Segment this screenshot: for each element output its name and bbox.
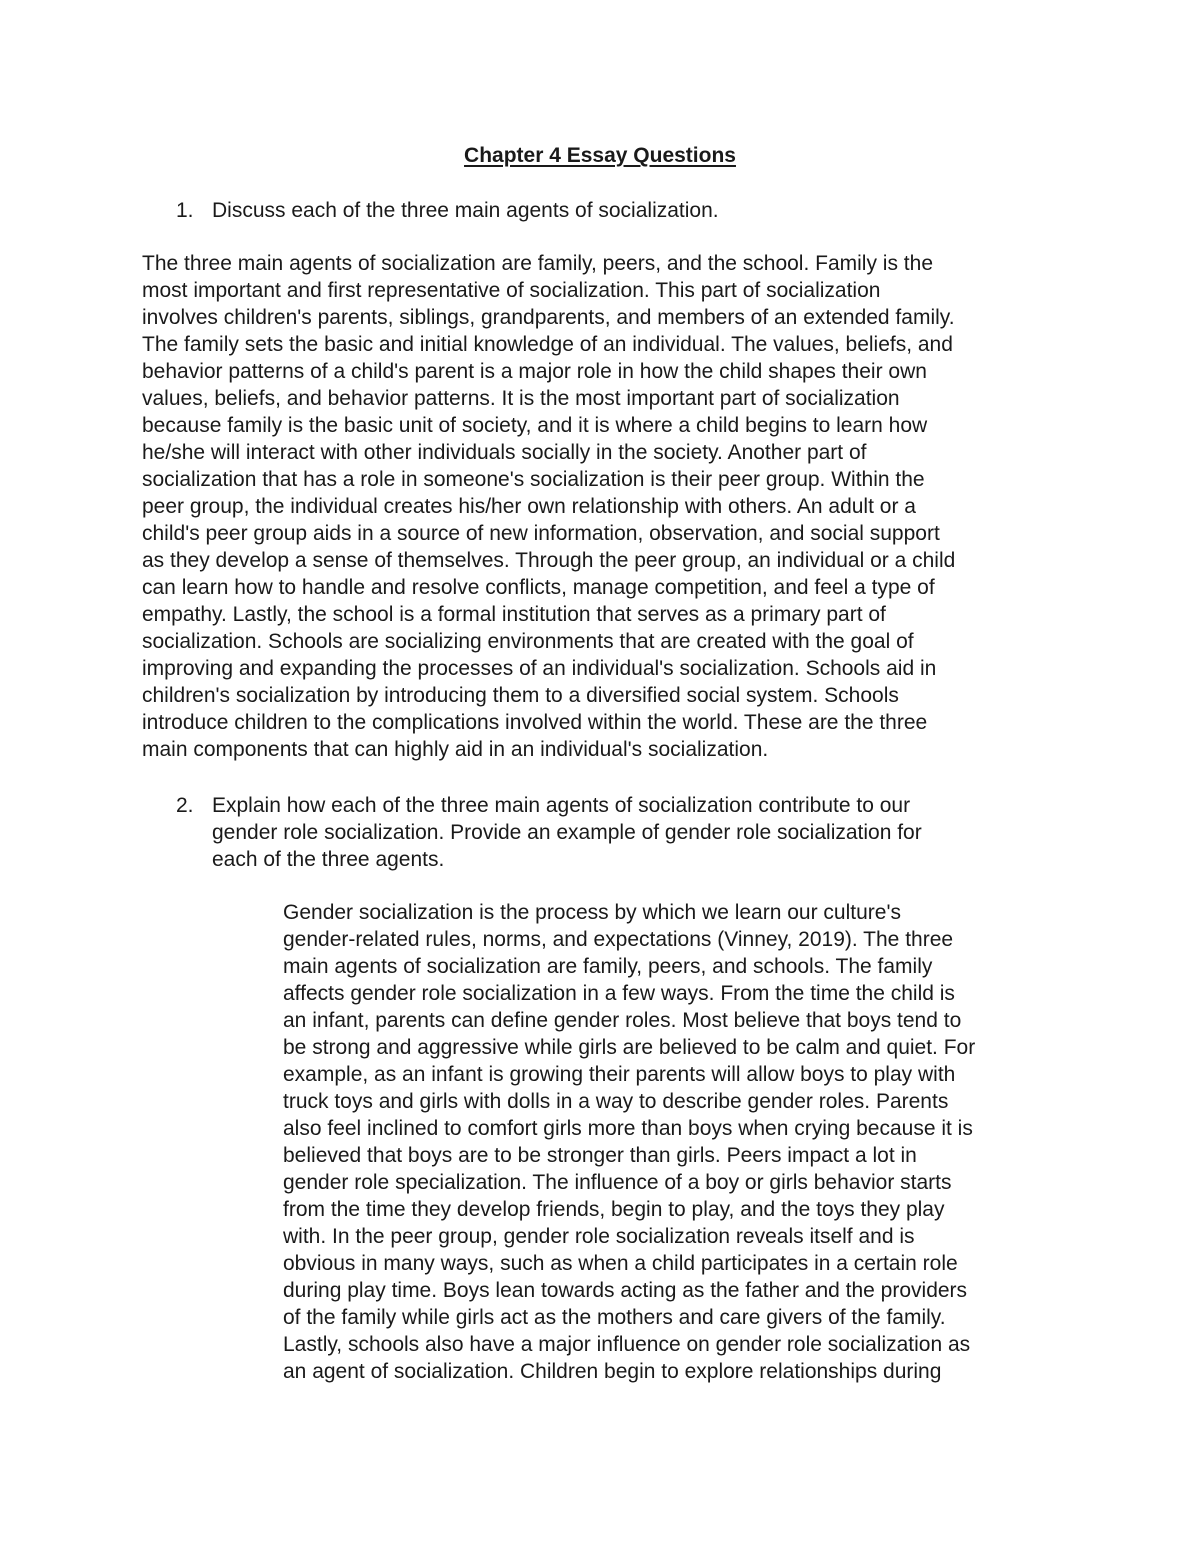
answer-1-line: introduce children to the complications involved within the world. These are the three — [142, 711, 928, 734]
question-1-number: 1. — [176, 199, 194, 222]
answer-1-line: peer group, the individual creates his/her own relationship with others. An adult or a — [142, 495, 916, 518]
answer-1-line: because family is the basic unit of society, and it is where a child begins to learn how — [142, 414, 928, 437]
answer-1-line: behavior patterns of a child's parent is a major role in how the child shapes their own — [142, 360, 927, 383]
answer-1-line: can learn how to handle and resolve conflicts, manage competition, and feel a type of — [142, 576, 935, 599]
answer-1-line: child's peer group aids in a source of new information, observation, and social support — [142, 522, 940, 545]
answer-2-line: Lastly, schools also have a major influence on gender role socialization as — [283, 1333, 971, 1356]
question-1-text: Discuss each of the three main agents of socialization. — [212, 199, 719, 222]
question-2-line: Explain how each of the three main agents of socialization contribute to our — [212, 794, 911, 817]
answer-2-paragraph — [283, 899, 1073, 1385]
answer-1-line: improving and expanding the processes of an individual's socialization. Schools aid in — [142, 657, 937, 680]
answer-2-line: example, as an infant is growing their parents will allow boys to play with — [283, 1063, 956, 1086]
answer-2-line: also feel inclined to comfort girls more than boys when crying because it is — [283, 1117, 973, 1140]
answer-2-line: main agents of socialization are family, peers, and schools. The family — [283, 955, 933, 978]
answer-1-line: empathy. Lastly, the school is a formal institution that serves as a primary part of — [142, 603, 886, 626]
question-2-line: each of the three agents. — [212, 848, 445, 871]
answer-2-line: of the family while girls act as the mothers and care givers of the family. — [283, 1306, 946, 1329]
answer-2-line: an agent of socialization. Children begin to explore relationships during — [283, 1360, 942, 1383]
answer-2-line: Gender socialization is the process by which we learn our culture's — [283, 901, 901, 924]
answer-1-line: main components that can highly aid in an individual's socialization. — [142, 738, 769, 761]
answer-2-line: truck toys and girls with dolls in a way to describe gender roles. Parents — [283, 1090, 949, 1113]
question-2 — [176, 792, 1036, 877]
answer-1-line: The family sets the basic and initial knowledge of an individual. The values, beliefs, and — [142, 333, 953, 356]
answer-1-line: socialization that has a role in someone's socialization is their peer group. Within the — [142, 468, 925, 491]
answer-1-line: involves children's parents, siblings, grandparents, and members of an extended family. — [142, 306, 955, 329]
answer-1-line: children's socialization by introducing them to a diversified social system. Schools — [142, 684, 899, 707]
question-1 — [176, 197, 1076, 227]
question-2-line: gender role socialization. Provide an example of gender role socialization for — [212, 821, 922, 844]
answer-2-line: from the time they develop friends, begin to play, and the toys they play — [283, 1198, 945, 1221]
question-2-text — [212, 792, 1042, 873]
answer-1-line: The three main agents of socialization are family, peers, and the school. Family is the — [142, 252, 933, 275]
answer-1-line: he/she will interact with other individuals socially in the society. Another part of — [142, 441, 867, 464]
answer-2-line: gender-related rules, norms, and expectations (Vinney, 2019). The three — [283, 928, 954, 951]
answer-1-line: as they develop a sense of themselves. Through the peer group, an individual or a child — [142, 549, 956, 572]
answer-1-line: socialization. Schools are socializing environments that are created with the goal of — [142, 630, 914, 653]
page-title: Chapter 4 Essay Questions — [464, 144, 736, 167]
answer-2-line: during play time. Boys lean towards acting as the father and the providers — [283, 1279, 968, 1302]
question-2-number: 2. — [176, 794, 194, 817]
answer-2-line: an infant, parents can define gender roles. Most believe that boys tend to — [283, 1009, 962, 1032]
answer-2-line: gender role specialization. The influence of a boy or girls behavior starts — [283, 1171, 952, 1194]
answer-2-line: believed that boys are to be stronger than girls. Peers impact a lot in — [283, 1144, 917, 1167]
answer-1-line: most important and first representative of socialization. This part of socialization — [142, 279, 881, 302]
answer-2-line: with. In the peer group, gender role socialization reveals itself and is — [283, 1225, 915, 1248]
answer-2-line: obvious in many ways, such as when a child participates in a certain role — [283, 1252, 958, 1275]
answer-2-line: affects gender role socialization in a few ways. From the time the child is — [283, 982, 955, 1005]
answer-1-line: values, beliefs, and behavior patterns. It is the most important part of socialization — [142, 387, 900, 410]
answer-2-line: be strong and aggressive while girls are believed to be calm and quiet. For — [283, 1036, 976, 1059]
answer-1-paragraph — [142, 250, 1062, 763]
